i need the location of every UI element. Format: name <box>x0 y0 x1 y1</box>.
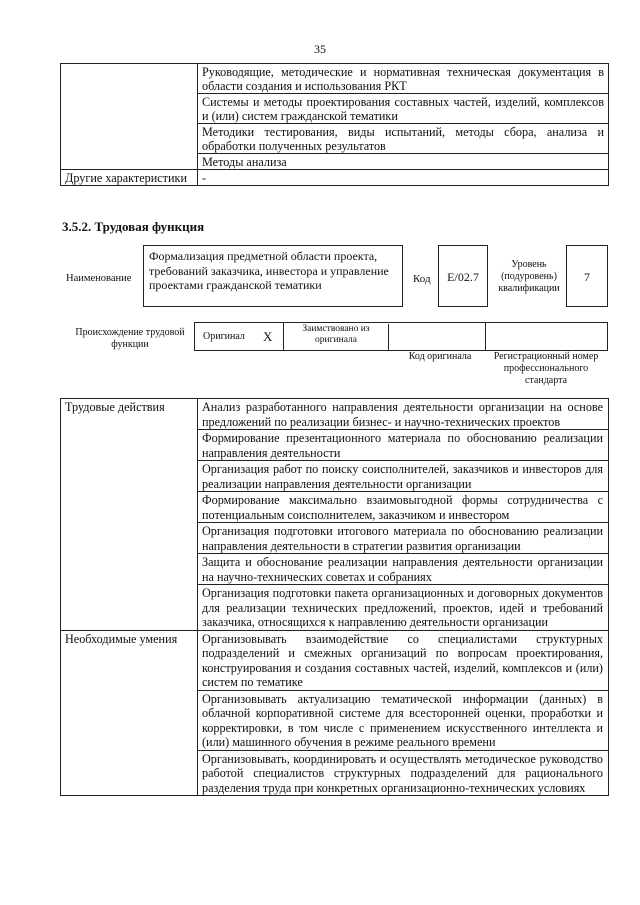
knowledge-item: Руководящие, методические и нормативная техническая документация в области создания и использования РКТ <box>198 64 609 94</box>
skill-item: Организовывать взаимодействие со специалистами структурных подразделений и смежных организаций по вопросам проектирования, конструирования и создания составных частей, изделий, комплексов и (или) систем по тематике <box>198 630 609 690</box>
function-name: Формализация предметной области проекта, требований заказчика, инвестора и управление проектами гражданской тематики <box>149 249 389 292</box>
other-characteristics-label: Другие характеристики <box>61 170 198 186</box>
original-code-caption: Код оригинала <box>408 351 472 362</box>
origin-label: Происхождение трудовой функции <box>75 327 185 350</box>
table-row <box>61 399 609 430</box>
skill-item: Организовывать актуализацию тематической информации (данных) в облачной корпоративной системе для всесторонней оценки, проработки и корректировки, в том числе с применением искусственного интеллекта и (или) машинного обучения в режиме реального времени <box>198 690 609 750</box>
original-code-cell <box>389 323 486 350</box>
original-mark: X <box>263 329 273 344</box>
labor-function-table <box>60 398 609 796</box>
name-label: Наименование <box>66 273 132 284</box>
table-row <box>61 170 609 186</box>
table-row <box>61 630 609 690</box>
labor-action-item: Организация подготовки пакета организационных и договорных документов для реализации технических предложений, проектов, идей и требований заказчика, относящихся к направлению деятельности организации <box>198 585 609 631</box>
registration-number-caption: Регистрационный номер профессионального стандарта <box>493 351 599 386</box>
code-label: Код <box>413 273 431 285</box>
labor-action-item: Формирование презентационного материала по обоснованию реализации направления деятельности <box>198 430 609 461</box>
knowledge-item: Системы и методы проектирования составных частей, изделий, комплексов и (или) систем гражданской тематики <box>198 94 609 124</box>
labor-action-item: Организация подготовки итогового материала по обоснованию реализации направления деятельности в стратегии развития организации <box>198 523 609 554</box>
labor-action-item: Защита и обоснование реализации направления деятельности организации на научно-технических советах и собраниях <box>198 554 609 585</box>
page-number: 35 <box>314 42 326 56</box>
borrowed-from-original: Заимствовано из оригинала <box>284 324 389 350</box>
registration-number-cell <box>486 323 607 350</box>
other-characteristics-value: - <box>198 170 609 186</box>
required-skills-label: Необходимые умения <box>61 630 198 796</box>
function-code: E/02.7 <box>447 270 479 284</box>
table-row <box>61 64 609 94</box>
labor-actions-label: Трудовые действия <box>61 399 198 631</box>
labor-action-item: Организация работ по поиску соисполнителей, заказчиков и инвесторов для реализации направления деятельности организации <box>198 461 609 492</box>
knowledge-item: Методики тестирования, виды испытаний, методы сбора, анализа и обработки полученных результатов <box>198 124 609 154</box>
skill-item: Организовывать, координировать и осуществлять методическое руководство работой специалистов структурных подразделений для рационального разделения труда при конкретных организационно-технических условиях <box>198 750 609 796</box>
origin-row <box>194 322 608 351</box>
labor-action-item: Формирование максимально взаимовыгодной формы сотрудничества с потенциальным соисполнителем, заказчиком и инвестором <box>198 492 609 523</box>
original-label: Оригинал <box>203 331 245 342</box>
section-heading: 3.5.2. Трудовая функция <box>62 219 205 234</box>
labor-action-item: Анализ разработанного направления деятельности организации на основе предложений по реализации бизнес- и научно-технических проектов <box>198 399 609 430</box>
function-name-box <box>143 245 403 307</box>
knowledge-continuation-table <box>60 63 609 186</box>
empty-label-cell <box>61 64 198 170</box>
original-cell <box>195 323 284 350</box>
qualification-level-label: Уровень (подуровень) квалификации <box>498 259 560 294</box>
qualification-level: 7 <box>584 270 590 284</box>
knowledge-item: Методы анализа <box>198 154 609 170</box>
function-code-box <box>438 245 488 307</box>
qualification-level-box <box>566 245 608 307</box>
